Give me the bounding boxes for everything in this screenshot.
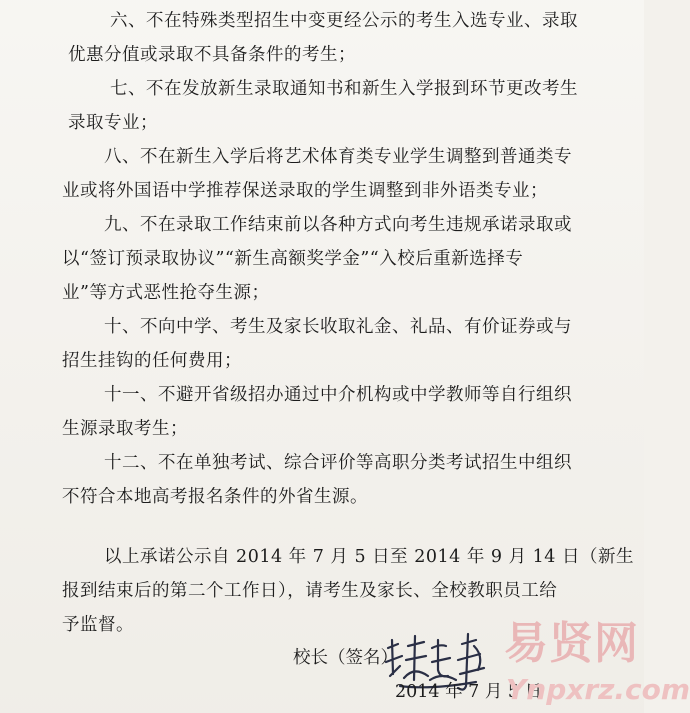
- closing-statement: [104, 540, 634, 574]
- clause-7-line-2: 录取专业；: [68, 113, 158, 133]
- site-watermark: [502, 616, 690, 712]
- clause-9-line-1: 九、不在录取工作结束前以各种方式向考生违规承诺录取或: [104, 215, 572, 235]
- clause-8-line-2: 业或将外国语中学推荐保送录取的学生调整到非外语类专业；: [62, 181, 548, 201]
- clause-8-cont: [62, 174, 548, 208]
- clause-12-cont: [62, 480, 368, 514]
- clause-9-line-3: 业”等方式恶性抢夺生源；: [62, 283, 270, 303]
- closing-line-3: 予监督。: [62, 615, 134, 635]
- clause-9-line-2: 以“签订预录取协议”“新生高额奖学金”“入校后重新选择专: [62, 249, 524, 269]
- clause-11-line-1: 十一、不避开省级招办通过中介机构或中学教师等自行组织: [104, 385, 572, 405]
- clause-6-cont: [68, 38, 356, 72]
- clause-7-line-1: 七、不在发放新生录取通知书和新生入学报到环节更改考生: [110, 79, 578, 99]
- watermark-text-en: Ynpxrz.com: [506, 673, 690, 706]
- clause-7: [110, 72, 578, 106]
- clause-10-line-2: 招生挂钩的任何费用；: [62, 351, 242, 371]
- clause-12-line-2: 不符合本地高考报名条件的外省生源。: [62, 487, 368, 507]
- signature-date: 2014 年 7 月 5 日: [395, 682, 543, 702]
- clause-11-cont: [62, 412, 188, 446]
- clause-11: [104, 378, 572, 412]
- clause-8-line-1: 八、不在新生入学后将艺术体育类专业学生调整到普通类专: [104, 147, 572, 167]
- clause-10-line-1: 十、不向中学、考生及家长收取礼金、礼品、有价证券或与: [104, 317, 572, 337]
- clause-10-cont: [62, 344, 242, 378]
- clause-9: [104, 208, 572, 242]
- closing-line-2: 报到结束后的第二个工作日），请考生及家长、全校教职员工给: [62, 581, 558, 601]
- clause-7-cont: [68, 106, 158, 140]
- clause-12-line-1: 十二、不在单独考试、综合评价等高职分类考试招生中组织: [104, 453, 572, 473]
- clause-8: [104, 140, 572, 174]
- clause-12: [104, 446, 572, 480]
- clause-6: [110, 4, 578, 38]
- signature-label: 校长（签名）: [293, 648, 398, 668]
- clause-11-line-2: 生源录取考生；: [62, 419, 188, 439]
- clause-6-line-1: 六、不在特殊类型招生中变更经公示的考生入选专业、录取: [110, 11, 578, 31]
- clause-10: [104, 310, 572, 344]
- watermark-text-cn: 易贤网: [504, 618, 639, 669]
- clause-6-line-2: 优惠分值或录取不具备条件的考生；: [68, 45, 356, 65]
- clause-9-cont: [62, 242, 523, 310]
- closing-line-1: 以上承诺公示自 2014 年 7 月 5 日至 2014 年 9 月 14 日（新生: [104, 547, 634, 567]
